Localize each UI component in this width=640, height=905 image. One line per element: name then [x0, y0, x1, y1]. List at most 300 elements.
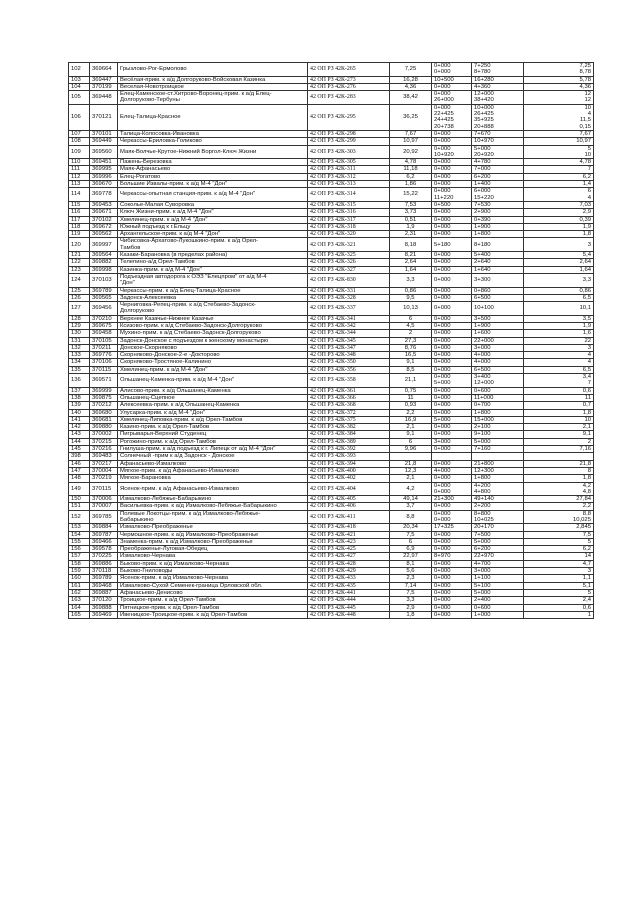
table-row — [69, 611, 594, 618]
section-start-value: 0+000 — [434, 181, 451, 188]
row-number: 151 — [69, 503, 90, 510]
section-length-value: 10,025 — [572, 517, 591, 523]
section-length-value: 7,16 — [579, 446, 591, 453]
section-length-value: 2,4 — [582, 597, 591, 604]
section-length — [524, 546, 594, 553]
road-length: 7,5 — [390, 589, 432, 596]
section-length-value: 11,5 — [579, 117, 591, 124]
table-row — [69, 231, 594, 238]
row-number: 122 — [69, 259, 90, 266]
row-number: 163 — [69, 597, 90, 604]
section-start-value: 0+000 — [434, 352, 451, 359]
section-length — [524, 315, 594, 322]
road-code: 370215 — [90, 438, 118, 445]
section-end-value: 10+100 — [474, 305, 494, 312]
section-start-value: 0+000 — [434, 560, 451, 567]
section-start — [432, 510, 472, 524]
road-length: 4,36 — [390, 83, 432, 90]
section-start — [432, 597, 472, 604]
row-number: 154 — [69, 531, 90, 538]
section-length-value: 7 — [587, 166, 591, 173]
section-start — [432, 273, 472, 287]
road-name — [118, 510, 308, 524]
road-length: 16,28 — [390, 76, 432, 83]
section-start — [432, 366, 472, 373]
road-name-line: Задонск-Алексеевка — [120, 294, 177, 301]
section-end-value: 2+100 — [474, 424, 491, 431]
section-length — [524, 188, 594, 202]
row-number: 119 — [69, 231, 90, 238]
section-start-value: 0+000 — [434, 173, 451, 180]
section-length-value: 4 — [587, 359, 591, 366]
table-row — [69, 496, 594, 503]
table-row — [69, 223, 594, 230]
section-start-value: 0+000 — [434, 294, 451, 301]
road-name — [118, 424, 308, 431]
section-end-value: 4+360 — [474, 83, 491, 90]
road-code: 369664 — [90, 63, 118, 77]
section-end — [472, 188, 524, 202]
table-row — [69, 387, 594, 394]
section-length — [524, 138, 594, 145]
section-end — [472, 503, 524, 510]
road-name-line: Елец-Талица-Красное — [120, 114, 181, 121]
section-start-value: 3+000 — [434, 438, 451, 445]
section-length — [524, 159, 594, 166]
registry-number: 42 ОП РЗ 42К-418 — [308, 524, 390, 531]
section-start — [432, 453, 472, 460]
section-length-value: 22 — [584, 337, 591, 344]
section-length-value: 2,2 — [582, 503, 591, 510]
table-row — [69, 266, 594, 273]
row-number: 164 — [69, 604, 90, 611]
road-code: 369565 — [90, 294, 118, 301]
table-row — [69, 424, 594, 431]
road-length: 10,97 — [390, 138, 432, 145]
section-length-value: 2,9 — [582, 209, 591, 216]
table-row — [69, 337, 594, 344]
road-code: 369578 — [90, 546, 118, 553]
section-start — [432, 409, 472, 416]
road-code: 369880 — [90, 424, 118, 431]
road-name-line: Черниговка-Репец-прим. к а/д Стебаево-Задонск- — [120, 302, 256, 309]
road-name — [118, 209, 308, 216]
road-name-line: Афанасьево-Измалково — [120, 460, 187, 467]
section-start — [432, 138, 472, 145]
road-name-line: Пятницкое-прим. к а/д Орел-Тамбов — [120, 604, 220, 611]
row-number: 108 — [69, 138, 90, 145]
section-length-value: 5 — [587, 538, 591, 545]
section-start — [432, 431, 472, 438]
registry-number: 42 ОП РЗ 42К-406 — [308, 503, 390, 510]
section-length — [524, 238, 594, 252]
road-name — [118, 201, 308, 208]
section-start-value: 0+000 — [434, 611, 451, 618]
road-name — [118, 475, 308, 482]
section-end — [472, 575, 524, 582]
road-name-line: Пигрыварья-Верхний Студенец — [120, 431, 207, 438]
road-length: 1,9 — [390, 223, 432, 230]
row-number: 112 — [69, 173, 90, 180]
section-length-value: 10 — [584, 416, 591, 423]
section-end-value: 16+280 — [474, 76, 494, 83]
section-start — [432, 496, 472, 503]
section-start-value: 0+000 — [434, 166, 451, 173]
road-length: 36,25 — [390, 104, 432, 130]
table-row — [69, 546, 594, 553]
row-number: 134 — [69, 359, 90, 366]
section-length-value: 27,84 — [576, 496, 591, 503]
section-end-value: 1+900 — [474, 223, 491, 230]
section-end — [472, 460, 524, 467]
section-end — [472, 130, 524, 137]
section-length — [524, 173, 594, 180]
table-row — [69, 374, 594, 388]
registry-number: 42 ОП РЗ 42К-328 — [308, 294, 390, 301]
section-length — [524, 402, 594, 409]
registry-number: 42 ОП РЗ 42К-404 — [308, 482, 390, 496]
section-end-value: 4+000 — [474, 359, 491, 366]
road-length: 11 — [390, 394, 432, 401]
road-name — [118, 482, 308, 496]
row-number: 144 — [69, 438, 90, 445]
row-number: 125 — [69, 287, 90, 294]
row-number: 398 — [69, 453, 90, 460]
road-length: 3,73 — [390, 209, 432, 216]
road-name — [118, 524, 308, 531]
road-code: 370115 — [90, 482, 118, 496]
section-end — [472, 560, 524, 567]
road-length: 7,5 — [390, 531, 432, 538]
section-length-value: 6,2 — [582, 546, 591, 553]
registry-number: 42 ОП РЗ 42К-368 — [308, 402, 390, 409]
road-name — [118, 322, 308, 329]
section-end — [472, 467, 524, 474]
row-number: 124 — [69, 273, 90, 287]
section-end — [472, 216, 524, 223]
section-start — [432, 503, 472, 510]
road-name-line: Алисово-прим. к а/д Ольшанец-Каменка — [120, 387, 231, 394]
road-name — [118, 238, 308, 252]
registry-number: 42 ОП РЗ 42К-356 — [308, 366, 390, 373]
road-code: 369451 — [90, 159, 118, 166]
section-length — [524, 446, 594, 453]
row-number: 114 — [69, 188, 90, 202]
table-row — [69, 287, 594, 294]
table-row — [69, 201, 594, 208]
road-code: 369681 — [90, 416, 118, 423]
section-end-value: 22+970 — [474, 553, 494, 560]
section-start-value: 0+000 — [434, 188, 451, 195]
road-code: 369776 — [90, 352, 118, 359]
road-name-line: Грызлово-Рог-Ермолово — [120, 66, 187, 73]
section-length-value: 2,1 — [582, 424, 591, 431]
road-code: 370225 — [90, 553, 118, 560]
section-end-value: 5+400 — [474, 252, 491, 259]
section-start — [432, 159, 472, 166]
section-start-value: 0+000 — [434, 460, 451, 467]
section-length — [524, 91, 594, 105]
section-start — [432, 259, 472, 266]
section-start — [432, 402, 472, 409]
table-row — [69, 322, 594, 329]
section-end — [472, 496, 524, 503]
road-code: 369886 — [90, 560, 118, 567]
table-row — [69, 366, 594, 373]
section-start-value: 0+000 — [434, 287, 451, 294]
road-name — [118, 394, 308, 401]
section-end-value: 5+000 — [474, 589, 491, 596]
road-length: 6 — [390, 438, 432, 445]
road-code: 369458 — [90, 330, 118, 337]
registry-sheet — [68, 62, 594, 619]
section-end-value: 0+600 — [474, 604, 491, 611]
section-length-value: 0,6 — [582, 604, 591, 611]
road-length: 8,1 — [390, 560, 432, 567]
registry-number: 42 ОП РЗ 42К-283 — [308, 91, 390, 105]
road-code: 369997 — [90, 238, 118, 252]
section-length — [524, 416, 594, 423]
section-end — [472, 611, 524, 618]
road-code: 369468 — [90, 582, 118, 589]
section-start-value: 0+000 — [434, 517, 451, 523]
road-name-line: Скорняково-Донское-2-е -Докторово — [120, 352, 220, 359]
section-start-value: 0+000 — [434, 402, 451, 409]
section-end — [472, 366, 524, 373]
row-number: 109 — [69, 145, 90, 159]
section-start — [432, 216, 472, 223]
section-start-value: 0+000 — [434, 359, 451, 366]
table-row — [69, 575, 594, 582]
table-row — [69, 91, 594, 105]
section-length-value: 1,64 — [579, 266, 591, 273]
section-start — [432, 460, 472, 467]
section-start-value: 0+000 — [434, 531, 451, 538]
section-end-value: 7+160 — [474, 446, 491, 453]
road-name — [118, 531, 308, 538]
row-number: 127 — [69, 302, 90, 316]
road-code: 370118 — [90, 568, 118, 575]
road-name-line: Измалково-Сухой Семенек-граница Орловской обл. — [120, 582, 263, 589]
road-code: 369560 — [90, 145, 118, 159]
section-length — [524, 344, 594, 351]
section-length-value: 7,03 — [579, 201, 591, 208]
section-end — [472, 337, 524, 344]
section-length — [524, 223, 594, 230]
road-name-line: Хмелинец-прим. к а/д М-4 "Дон" — [120, 366, 208, 373]
road-length: 9,96 — [390, 446, 432, 453]
section-end — [472, 76, 524, 83]
registry-number: 42 ОП РЗ 42К-433 — [308, 575, 390, 582]
registry-number: 42 ОП РЗ 42К-331 — [308, 287, 390, 294]
section-length-value: 0,39 — [579, 216, 591, 223]
row-number: 165 — [69, 611, 90, 618]
registry-number: 42 ОП РЗ 42К-445 — [308, 604, 390, 611]
road-length: 21,1 — [390, 374, 432, 388]
section-end-value: 8+800 — [474, 510, 491, 517]
section-start-value: 0+000 — [434, 91, 451, 98]
table-row — [69, 446, 594, 453]
section-end — [472, 231, 524, 238]
section-length — [524, 83, 594, 90]
registry-number: 42 ОП РЗ 42К-325 — [308, 252, 390, 259]
row-number: 106 — [69, 104, 90, 130]
road-name — [118, 145, 308, 159]
table-row — [69, 252, 594, 259]
registry-number: 42 ОП РЗ 42К-421 — [308, 531, 390, 538]
row-number: 104 — [69, 83, 90, 90]
road-length: 10,13 — [390, 302, 432, 316]
table-row — [69, 138, 594, 145]
road-name-line: Донское-Скорняково — [120, 344, 177, 351]
table-row — [69, 589, 594, 596]
road-length: 2,31 — [390, 231, 432, 238]
section-end-value: 2+400 — [474, 597, 491, 604]
section-length-value: 6 — [587, 188, 591, 195]
section-length-value: 12 — [584, 97, 591, 104]
section-start-value: 0+000 — [434, 366, 451, 373]
road-name — [118, 582, 308, 589]
section-end — [472, 582, 524, 589]
row-number: 120 — [69, 238, 90, 252]
road-name — [118, 546, 308, 553]
registry-number: 42 ОП РЗ 42К-321 — [308, 238, 390, 252]
road-name-line: Тамбов — [120, 244, 141, 251]
road-code: 369887 — [90, 589, 118, 596]
section-length — [524, 209, 594, 216]
section-start-value: 0+000 — [434, 231, 451, 238]
road-code: 369884 — [90, 524, 118, 531]
section-start-value: 0+000 — [434, 277, 451, 284]
section-length-value: 4,8 — [582, 488, 591, 495]
table-row — [69, 76, 594, 83]
section-start — [432, 252, 472, 259]
table-row — [69, 467, 594, 474]
section-start-value: 20+738 — [434, 123, 454, 130]
section-start-value: 0+000 — [434, 475, 451, 482]
section-start-value: 0+000 — [434, 83, 451, 90]
registry-number: 42 ОП РЗ 42К-337 — [308, 302, 390, 316]
registry-number: 42 ОП РЗ 42К-405 — [308, 496, 390, 503]
road-name — [118, 138, 308, 145]
table-row — [69, 438, 594, 445]
section-length — [524, 201, 594, 208]
section-length — [524, 352, 594, 359]
road-code: 369448 — [90, 91, 118, 105]
section-end — [472, 453, 524, 460]
section-length-value: 6,5 — [582, 294, 591, 301]
section-end — [472, 538, 524, 545]
road-code: 369562 — [90, 231, 118, 238]
road-name — [118, 130, 308, 137]
road-name-line: Верхнее Казачье-Нижнее Казачье — [120, 315, 214, 322]
section-end-value: 20+170 — [474, 524, 494, 531]
road-name-line: Казино-прим. к а/д Орел-Тамбов — [120, 424, 210, 431]
section-end — [472, 359, 524, 366]
road-name-line: Васильевка-прим. к а/д Измалково-Лебяжье-Бабарыкино — [120, 503, 277, 510]
table-row — [69, 238, 594, 252]
section-length-value: 6,2 — [582, 173, 591, 180]
road-code: 369998 — [90, 266, 118, 273]
section-length-value: 1,6 — [582, 330, 591, 337]
section-start-value: 0+000 — [434, 330, 451, 337]
section-end — [472, 287, 524, 294]
registry-number: 42 ОП РЗ 42К-318 — [308, 223, 390, 230]
road-length: 1,86 — [390, 181, 432, 188]
section-start-value: 0+000 — [434, 431, 451, 438]
section-end — [472, 424, 524, 431]
section-end — [472, 259, 524, 266]
road-name-line: Черкассы-опытная станция-прим. к а/д М-4 "Дон" — [120, 191, 256, 198]
section-start-value: 0+000 — [434, 209, 451, 216]
section-end — [472, 568, 524, 575]
section-length — [524, 496, 594, 503]
section-start — [432, 238, 472, 252]
road-code: 370212 — [90, 402, 118, 409]
road-name — [118, 273, 308, 287]
road-length: 9,5 — [390, 294, 432, 301]
section-end — [472, 201, 524, 208]
road-length: 0,51 — [390, 216, 432, 223]
section-length-value: 1,9 — [582, 223, 591, 230]
section-end-value: 8+780 — [474, 69, 491, 76]
section-start-value: 0+000 — [434, 374, 451, 381]
section-end-value: 1+100 — [474, 575, 491, 582]
road-name — [118, 538, 308, 545]
section-start — [432, 145, 472, 159]
row-number: 130 — [69, 330, 90, 337]
section-start — [432, 394, 472, 401]
section-start — [432, 266, 472, 273]
road-name-line: Скорняково-Тростяное-Калинино — [120, 359, 212, 366]
section-end — [472, 173, 524, 180]
registry-number: 42 ОП РЗ 42К-344 — [308, 330, 390, 337]
section-length — [524, 366, 594, 373]
section-length — [524, 553, 594, 560]
section-length — [524, 322, 594, 329]
section-length-value: 8,8 — [582, 510, 591, 517]
road-code: 370006 — [90, 496, 118, 503]
section-start-value: 5+180 — [434, 241, 451, 248]
road-code: 370002 — [90, 431, 118, 438]
section-start — [432, 231, 472, 238]
section-start — [432, 130, 472, 137]
road-length: 8,21 — [390, 252, 432, 259]
table-row — [69, 330, 594, 337]
road-name-line: Ясенок-прим. к а/д Афанасьево-Измалково — [120, 485, 240, 492]
road-name-line: Мягкое-Барановка — [120, 475, 171, 482]
section-end-value: 20+920 — [474, 151, 494, 158]
road-length: 4,78 — [390, 159, 432, 166]
section-end-value: 6+500 — [474, 366, 491, 373]
section-start-value: 0+000 — [434, 597, 451, 604]
section-length — [524, 216, 594, 223]
table-row — [69, 538, 594, 545]
section-end — [472, 159, 524, 166]
registry-number: 42 ОП РЗ 42К-327 — [308, 266, 390, 273]
section-length-value: 1,9 — [582, 322, 591, 329]
table-row — [69, 582, 594, 589]
section-start — [432, 223, 472, 230]
registry-number: 42 ОП РЗ 42К-384 — [308, 431, 390, 438]
section-end — [472, 402, 524, 409]
section-start-value: 24+425 — [434, 117, 454, 124]
section-length — [524, 330, 594, 337]
section-end — [472, 252, 524, 259]
section-end-value: 38+420 — [474, 97, 494, 104]
section-length — [524, 337, 594, 344]
section-start-value: 0+000 — [434, 216, 451, 223]
